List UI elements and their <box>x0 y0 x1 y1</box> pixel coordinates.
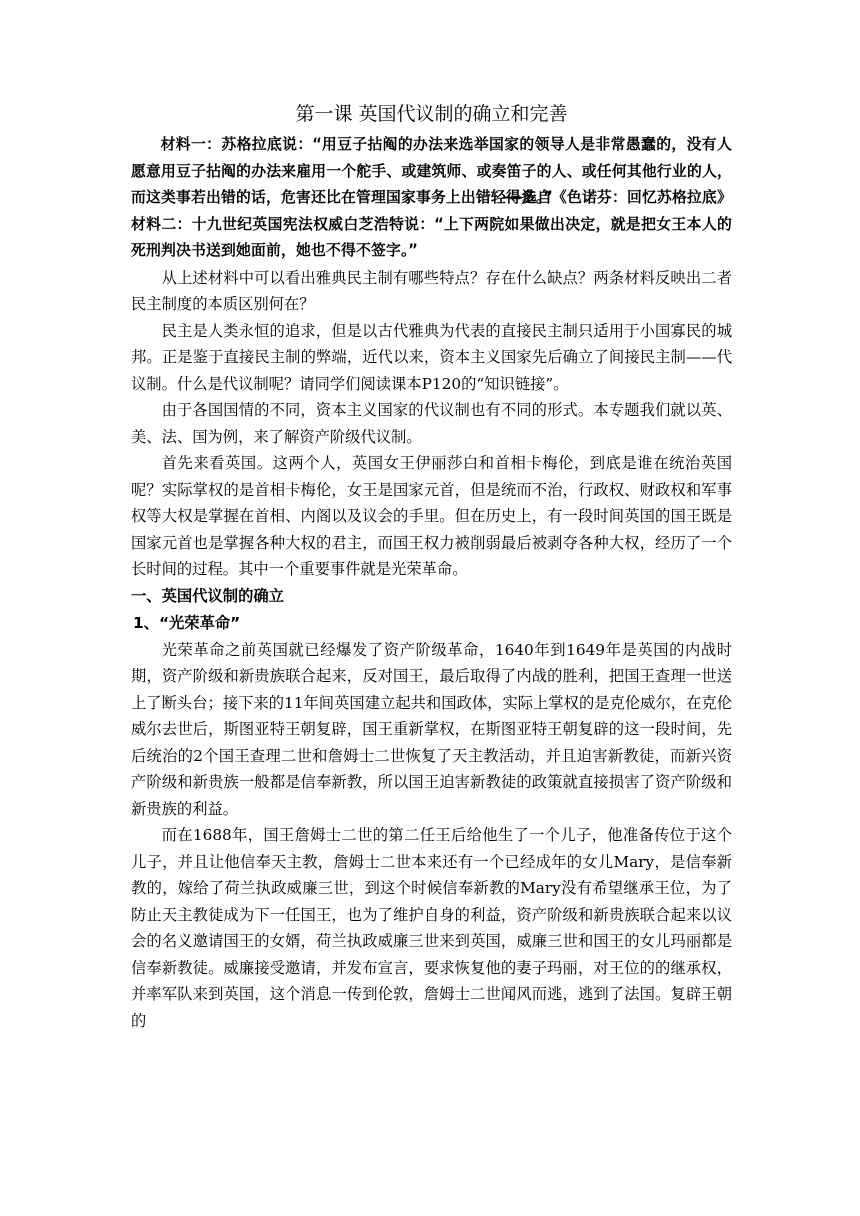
revolution-paragraph: 光荣革命之前英国就已经爆发了资产阶级革命，1640年到1649年是英国的内战时期，资产阶级和新贵族联合起来，反对国王，最后取得了内战的胜利，把国王查理一世送上了断头台；接下来的11年间英国建立起共和国政体，实际上掌权的是克伦威尔，在克伦威尔去世后，斯图亚特王朝复辟，国王重新掌权，在斯图亚特王朝复辟的这一段时间，先后统治的2个国王查理二世和詹姆士二世恢复了天主教活动，并且迫害新教徒，而新兴资产阶级和新贵族一般都是信奉新教，所以国王迫害新教徒的政策就直接损害了资产阶级和新贵族的利益。 <box>131 640 732 818</box>
material-two: 材料二：十九世纪英国宪法权威白芝浩特说：“上下两院如果做出决定，就是把女王本人的死刑判决书送到她面前，她也不得不签字。” <box>131 215 732 259</box>
england-paragraph: 首先来看英国。这两个人，英国女王伊丽莎白和首相卡梅伦，到底是谁在统治英国呢？实际掌权的是首相卡梅伦，女王是国家元首，但是统而不治，行政权、财政权和军事权等大权是掌握在首相、内阁以及议会的手里。但在历史上，有一段时间英国的国王既是国家元首也是掌握各种大权的君主，而国王权力被削弱最后被剥夺各种大权，经历了一个长时间的过程。其中一个重要事件就是光荣革命。 <box>131 454 732 578</box>
section-heading: 一、英国代议制的确立 <box>131 586 284 605</box>
material-one-source: ——选自《色诺芬：回忆苏格拉底》 <box>503 189 732 206</box>
succession-paragraph: 而在1688年，国王詹姆士二世的第二任王后给他生了一个儿子，他准备传位于这个儿子，并且让他信奉天主教，詹姆士二世本来还有一个已经成年的女儿Mary，是信奉新教的，嫁给了荷兰执政威廉三世，到这个时候信奉新教的Mary没有希望继承王位，为了防止天主教徒成为下一任国王，也为了维护自身的利益，资产阶级和新贵族联合起来以议会的名义邀请国王的女婿，荷兰执政威廉三世来到英国，威廉三世和国王的女儿玛丽都是信奉新教徒。威廉接受邀请，并发布宣言，要求恢复他的妻子玛丽，对王位的的继承权，并率军队来到英国，这个消息一传到伦敦，詹姆士二世闻风而逃，逃到了法国。复辟王朝的 <box>131 826 732 1030</box>
forms-paragraph: 由于各国国情的不同，资本主义国家的代议制也有不同的形式。本专题我们就以英、美、法、国为例，来了解资产阶级代议制。 <box>131 401 732 446</box>
material-one: 材料一：苏格拉底说：“用豆子拈阄的办法来选举国家的领导人是非常愚蠢的，没有人愿意用豆子拈阄的办法来雇用一个舵手、或建筑师、或奏笛子的人、或任何其他行业的人，而这类事若出错的话，危害还比在管理国家事务上出错轻得多。” <box>131 136 732 206</box>
subsection-heading: 1、“光荣革命” <box>133 613 241 632</box>
intro-paragraph: 民主是人类永恒的追求，但是以古代雅典为代表的直接民主制只适用于小国寡民的城邦。正是鉴于直接民主制的弊端，近代以来，资本主义国家先后确立了间接民主制——代议制。什么是代议制呢？请同学们阅读课本P120的“知识链接”。 <box>131 321 732 393</box>
page-title: 第一课 英国代议制的确立和完善 <box>295 103 568 125</box>
question-paragraph: 从上述材料中可以看出雅典民主制有哪些特点？存在什么缺点？两条材料反映出二者民主制度的本质区别何在？ <box>131 268 732 313</box>
